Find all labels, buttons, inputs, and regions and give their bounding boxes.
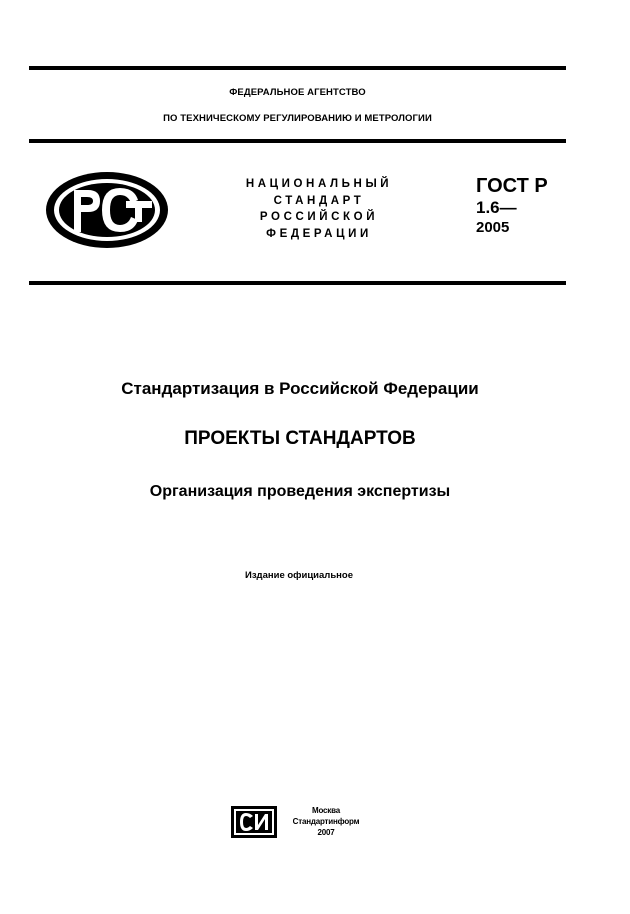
- header-rule: [29, 139, 566, 143]
- standard-type-line-3: РОССИЙСКОЙ: [259, 211, 379, 223]
- standard-type-line-2: СТАНДАРТ: [273, 194, 365, 207]
- designation-line-3: 2005: [476, 219, 510, 236]
- publisher-info: [280, 805, 372, 838]
- standard-type-line-4: ФЕДЕРАЦИИ: [266, 227, 372, 240]
- standard-type-line-1: НАЦИОНАЛЬНЫЙ: [245, 178, 393, 190]
- agency-line-1: ФЕДЕРАЛЬНОЕ АГЕНТСТВО: [229, 87, 366, 98]
- standard-designation: [476, 176, 548, 238]
- subtitle: Организация проведения экспертизы: [149, 483, 451, 500]
- bottom-rule: [29, 281, 566, 285]
- standard-type: [228, 176, 410, 242]
- edition-note: Издание официальное: [245, 570, 353, 581]
- series-title: Стандартизация в Российской Федерации: [121, 379, 479, 398]
- designation-line-1: ГОСТ Р: [476, 175, 548, 197]
- publisher-year: 2007: [317, 828, 335, 837]
- agency-line-2: ПО ТЕХНИЧЕСКОМУ РЕГУЛИРОВАНИЮ И МЕТРОЛОГИИ: [163, 113, 432, 124]
- main-title: ПРОЕКТЫ СТАНДАРТОВ: [184, 428, 416, 449]
- publisher-name: Стандартинформ: [292, 817, 360, 826]
- publisher-city: Москва: [312, 806, 340, 815]
- rst-logo: [44, 170, 170, 255]
- top-rule: [29, 66, 566, 70]
- designation-line-2: 1.6—: [476, 198, 517, 217]
- standartinform-logo: [231, 806, 277, 843]
